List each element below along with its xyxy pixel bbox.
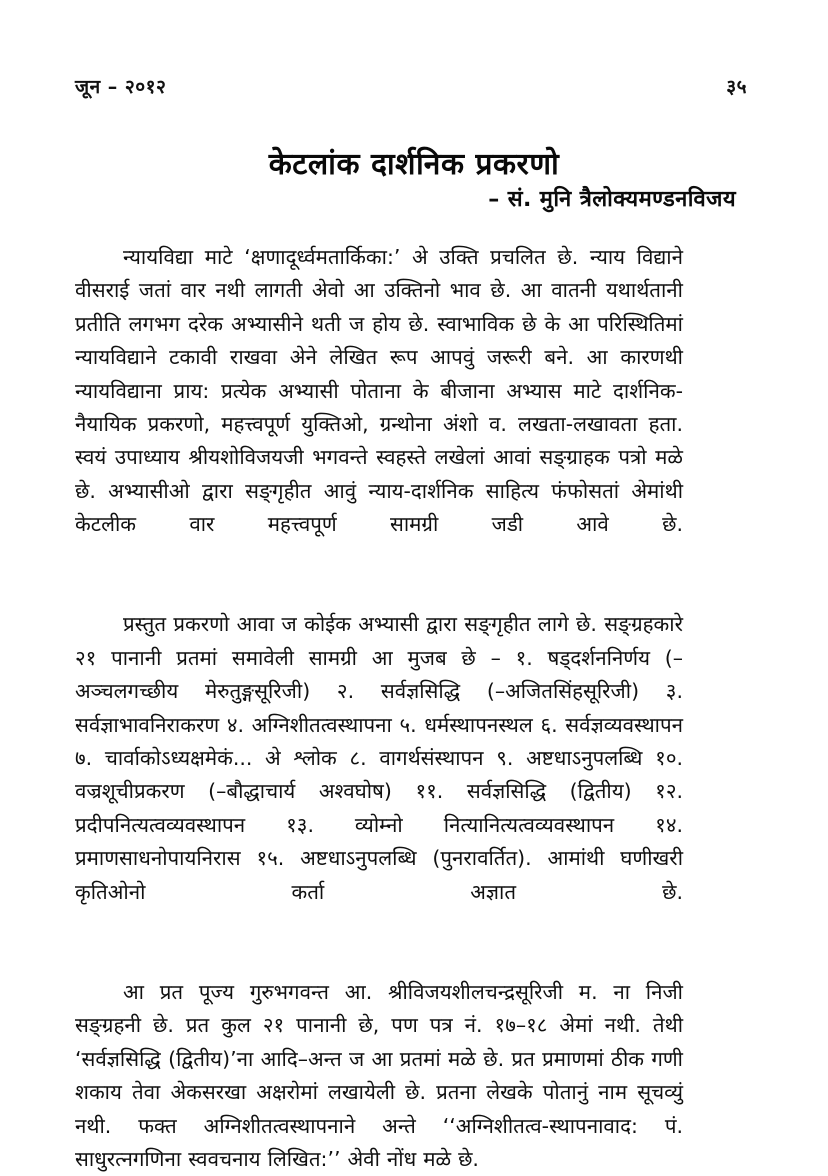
- running-header: [75, 78, 753, 108]
- paragraph-2-text: प्रस्तुत प्रकरणो आवा ज कोईक अभ्यासी द्वारा सङ्गृहीत लागे छे. सङ्ग्रहकारे २१ पानानी प्रतमां समावेली सामग्री आ मुजब छे – १. षड्दर्शननिर्णय (–अञ्चलगच्छीय मेरुतुङ्गसूरिजी) २. सर्वज्ञसिद्धि (–अजितसिंहसूरिजी) ३. सर्वज्ञाभावनिराकरण ४. अग्निशीतत्वस्थापना ५. धर्मस्थापनस्थल ६. सर्वज्ञव्यवस्थापन ७. चार्वाकोऽध्यक्षमेकं... अे श्लोक ८. वागर्थसंस्थापन ९. अष्टधाऽनुपलब्धि १०. वज्रशूचीप्रकरण (–बौद्धाचार्य अश्वघोष) ११. सर्वज्ञसिद्धि (द्वितीय) १२. प्रदीपनित्यत्वव्यवस्थापन १३. व्योम्नो नित्यानित्यत्वव्यवस्थापन १४. प्रमाणसाधनोपायनिरास १५. अष्टधाऽनुपलब्धि (पुनरावर्तित). आमांथी घणीखरी कृतिओनो कर्ता अज्ञात छे.: [75, 612, 683, 904]
- paragraph-gap-2: [75, 943, 683, 976]
- page-number: ३५: [726, 76, 747, 98]
- paragraph-1-text: न्यायविद्या माटे ‘क्षणादूर्ध्वमतार्किका:’ अे उक्ति प्रचलित छे. न्याय विद्याने वीसराई जतां वार नथी लागती अेवो आ उक्तिनो भाव छे. आ वातनी यथार्थतानी प्रतीति लगभग दरेक अभ्यासीने थती ज होय छे. स्वाभाविक छे के आ परिस्थितिमां न्यायविद्याने टकावी राखवा अेने लेखित रूप आपवुं जरूरी बने. आ कारणथी न्यायविद्याना प्राय: प्रत्येक अभ्यासी पोताना के बीजाना अभ्यास माटे दार्शनिक-नैयायिक प्रकरणो, महत्त्वपूर्ण युक्तिओ, ग्रन्थोना अंशो व. लखता-लखावता हता. स्वयं उपाध्याय श्रीयशोविजयजी भगवन्ते स्वहस्ते लखेलां आवां सङ्ग्राहक पत्रो मळे छे. अभ्यासीओ द्वारा सङ्गृहीत आवुं न्याय-दार्शनिक साहित्य फंफोसतां अेमांथी केटलीक वार महत्त्वपूर्ण सामग्री जडी आवे छे.: [75, 245, 683, 537]
- article-title: केटलांक दार्शनिक प्रकरणो: [268, 147, 560, 183]
- issue-date: जून – २०१२: [75, 76, 167, 98]
- paragraph-3: [75, 976, 683, 1176]
- paragraph-1: [75, 241, 683, 575]
- article-body: [75, 241, 683, 1176]
- paragraph-3-text: आ प्रत पूज्य गुरुभगवन्त आ. श्रीविजयशीलचन्द्रसूरिजी म. ना निजी सङ्ग्रहनी छे. प्रत कुल २१ पानानी छे, पण पत्र नं. १७–१८ अेमां नथी. तेथी ‘सर्वज्ञसिद्धि (द्वितीय)’ना आदि–अन्त ज आ प्रतमां मळे छे. प्रत प्रमाणमां ठीक गणी शकाय तेवा अेकसरखा अक्षरोमां लखायेली छे. प्रतना लेखके पोतानुं नाम सूचव्युं नथी. फक्त अग्निशीतत्वस्थापनाने अन्ते ‘‘अग्निशीतत्व-स्थापनावाद: पं. साधुरत्नगणिना स्ववचनाय लिखित:’’ अेवी नोंध मळे छे.: [75, 979, 683, 1171]
- paragraph-2: [75, 608, 683, 942]
- paragraph-gap-1: [75, 575, 683, 608]
- article-byline: – सं. मुनि त्रैलोक्यमण्डनविजय: [488, 187, 736, 212]
